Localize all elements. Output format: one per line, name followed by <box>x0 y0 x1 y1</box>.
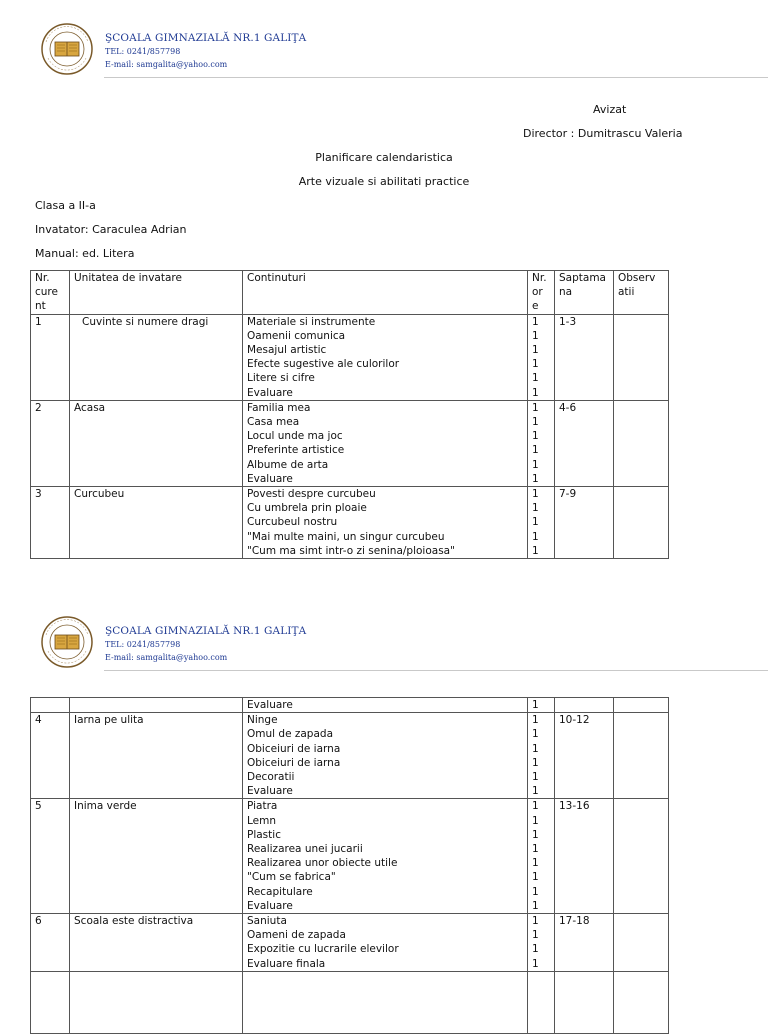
row-contents <box>243 698 528 713</box>
row-week: 4-6 <box>555 400 614 486</box>
row-obs <box>614 400 669 486</box>
school-logo-icon <box>40 615 94 669</box>
row-hours <box>528 799 555 914</box>
row-obs <box>614 914 669 972</box>
row-unit: Acasa <box>70 400 243 486</box>
hours-item: 1 <box>532 699 539 711</box>
hours-item: 1 <box>532 401 539 414</box>
row-obs <box>614 487 669 559</box>
hours-item: 1 <box>532 857 539 870</box>
hours-item: 1 <box>532 756 539 769</box>
row-obs <box>614 314 669 400</box>
row-contents <box>243 713 528 799</box>
manual-line: Manual: ed. Litera <box>35 247 135 260</box>
row-nr: 3 <box>31 487 70 559</box>
header-obs: Observ atii <box>614 271 669 315</box>
school-logo-icon <box>40 22 94 76</box>
content-item: Oamenii comunica <box>247 329 346 342</box>
table-row <box>31 799 669 914</box>
content-item: Mesajul artistic <box>247 344 327 357</box>
row-contents <box>243 914 528 972</box>
hours-item: 1 <box>532 344 539 357</box>
subject-title: Arte vizuale si abilitati practice <box>298 175 470 188</box>
hours-item: 1 <box>532 315 539 328</box>
row-hours <box>528 314 555 400</box>
school-email[interactable]: E-mail: samgalita@yahoo.com <box>105 653 228 662</box>
director-line: Director : Dumitrascu Valeria <box>523 127 683 140</box>
content-item: Obiceiuri de iarna <box>247 742 341 755</box>
hours-item: 1 <box>532 530 539 543</box>
table-row <box>31 487 669 559</box>
content-item: Locul unde ma joc <box>247 430 343 443</box>
row-hours <box>528 914 555 972</box>
school-phone: TEL: 0241/857798 <box>105 47 181 56</box>
school-name: ŞCOALA GIMNAZIALĂ NR.1 GALIŢA <box>105 625 307 637</box>
content-item: Realizarea unei jucarii <box>247 843 363 856</box>
row-unit: Inima verde <box>70 799 243 914</box>
row-week: 10-12 <box>555 713 614 799</box>
hours-item: 1 <box>532 714 539 727</box>
hours-item: 1 <box>532 915 539 928</box>
content-item: "Mai multe maini, un singur curcubeu <box>247 530 445 543</box>
row-unit: Curcubeu <box>70 487 243 559</box>
row-nr <box>31 971 70 1033</box>
hours-item: 1 <box>532 899 539 912</box>
header-nr: Nr. cure nt <box>31 271 70 315</box>
row-unit: Scoala este distractiva <box>70 914 243 972</box>
hours-item: 1 <box>532 472 539 485</box>
letterhead-page2 <box>40 615 762 662</box>
content-item: "Cum se fabrica" <box>247 871 336 884</box>
content-item: Evaluare <box>247 899 293 912</box>
content-item: Casa mea <box>247 416 300 429</box>
header-unit: Unitatea de invatare <box>70 271 243 315</box>
table-row <box>31 914 669 972</box>
row-obs <box>614 698 669 713</box>
hours-item: 1 <box>532 516 539 529</box>
plan-title: Planificare calendaristica <box>315 151 453 164</box>
row-week: 1-3 <box>555 314 614 400</box>
hours-item: 1 <box>532 444 539 457</box>
row-contents <box>243 400 528 486</box>
content-item: Obiceiuri de iarna <box>247 756 341 769</box>
content-item: Piatra <box>247 800 278 813</box>
hours-item: 1 <box>532 885 539 898</box>
row-obs <box>614 713 669 799</box>
hours-item: 1 <box>532 771 539 784</box>
content-item: Ninge <box>247 714 278 727</box>
teacher-line: Invatator: Caraculea Adrian <box>35 223 187 236</box>
table-row <box>31 698 669 713</box>
plan-table-page2 <box>30 697 669 1034</box>
content-item: Oameni de zapada <box>247 929 346 942</box>
content-item: "Cum ma simt intr-o zi senina/ploioasa" <box>247 544 455 557</box>
hours-item: 1 <box>532 372 539 385</box>
content-item: Lemn <box>247 814 277 827</box>
row-contents <box>243 971 528 1033</box>
content-item: Evaluare <box>247 699 293 711</box>
letterhead-rule <box>104 77 768 78</box>
row-hours <box>528 400 555 486</box>
plan-table-page1 <box>30 270 669 559</box>
table-header-row <box>31 271 669 315</box>
row-contents <box>243 487 528 559</box>
row-unit <box>70 698 243 713</box>
hours-item: 1 <box>532 785 539 798</box>
hours-item: 1 <box>532 488 539 501</box>
content-item: Efecte sugestive ale culorilor <box>247 358 400 371</box>
hours-item: 1 <box>532 843 539 856</box>
hours-item: 1 <box>532 871 539 884</box>
content-item: Omul de zapada <box>247 728 334 741</box>
row-nr: 6 <box>31 914 70 972</box>
class-line: Clasa a II-a <box>35 199 96 212</box>
row-hours <box>528 713 555 799</box>
content-item: Realizarea unor obiecte utile <box>247 857 398 870</box>
table-row <box>31 971 669 1033</box>
school-name: ŞCOALA GIMNAZIALĂ NR.1 GALIŢA <box>105 32 307 44</box>
row-nr: 5 <box>31 799 70 914</box>
hours-item: 1 <box>532 544 539 557</box>
row-nr: 2 <box>31 400 70 486</box>
hours-item: 1 <box>532 929 539 942</box>
content-item: Familia mea <box>247 401 311 414</box>
content-item: Recapitulare <box>247 885 313 898</box>
letterhead-top <box>40 22 762 69</box>
letterhead-rule <box>104 670 768 671</box>
content-item: Plastic <box>247 828 281 841</box>
content-item: Evaluare <box>247 785 293 798</box>
row-week: 13-16 <box>555 799 614 914</box>
row-unit <box>70 971 243 1033</box>
school-phone: TEL: 0241/857798 <box>105 640 181 649</box>
row-nr: 1 <box>31 314 70 400</box>
hours-item: 1 <box>532 800 539 813</box>
table-row <box>31 713 669 799</box>
content-item: Evaluare <box>247 386 293 399</box>
content-item: Materiale si instrumente <box>247 315 376 328</box>
content-item: Decoratii <box>247 771 295 784</box>
content-item: Povesti despre curcubeu <box>247 488 376 501</box>
header-contents: Continuturi <box>243 271 528 315</box>
content-item: Evaluare <box>247 472 293 485</box>
row-week <box>555 971 614 1033</box>
row-week: 7-9 <box>555 487 614 559</box>
hours-item: 1 <box>532 358 539 371</box>
hours-item: 1 <box>532 957 539 970</box>
hours-item: 1 <box>532 386 539 399</box>
row-hours <box>528 698 555 713</box>
hours-item: 1 <box>532 814 539 827</box>
header-hours: Nr. or e <box>528 271 555 315</box>
content-item: Albume de arta <box>247 458 329 471</box>
content-item: Curcubeul nostru <box>247 516 338 529</box>
row-hours <box>528 971 555 1033</box>
row-week <box>555 698 614 713</box>
row-unit: Iarna pe ulita <box>70 713 243 799</box>
hours-item: 1 <box>532 728 539 741</box>
row-hours <box>528 487 555 559</box>
table-row <box>31 400 669 486</box>
row-contents <box>243 799 528 914</box>
row-nr: 4 <box>31 713 70 799</box>
content-item: Litere si cifre <box>247 372 315 385</box>
content-item: Preferinte artistice <box>247 444 345 457</box>
hours-item: 1 <box>532 502 539 515</box>
hours-item: 1 <box>532 458 539 471</box>
content-item: Evaluare finala <box>247 957 326 970</box>
hours-item: 1 <box>532 430 539 443</box>
hours-item: 1 <box>532 943 539 956</box>
row-contents <box>243 314 528 400</box>
avizat-label: Avizat <box>593 103 627 116</box>
header-week: Saptama na <box>555 271 614 315</box>
row-week: 17-18 <box>555 914 614 972</box>
content-item: Saniuta <box>247 915 287 928</box>
row-obs <box>614 799 669 914</box>
row-unit: Cuvinte si numere dragi <box>70 314 243 400</box>
hours-item: 1 <box>532 828 539 841</box>
content-item: Expozitie cu lucrarile elevilor <box>247 943 399 956</box>
hours-item: 1 <box>532 329 539 342</box>
row-obs <box>614 971 669 1033</box>
hours-item: 1 <box>532 416 539 429</box>
table-row <box>31 314 669 400</box>
hours-item: 1 <box>532 742 539 755</box>
content-item: Cu umbrela prin ploaie <box>247 502 367 515</box>
school-email[interactable]: E-mail: samgalita@yahoo.com <box>105 60 228 69</box>
row-nr <box>31 698 70 713</box>
